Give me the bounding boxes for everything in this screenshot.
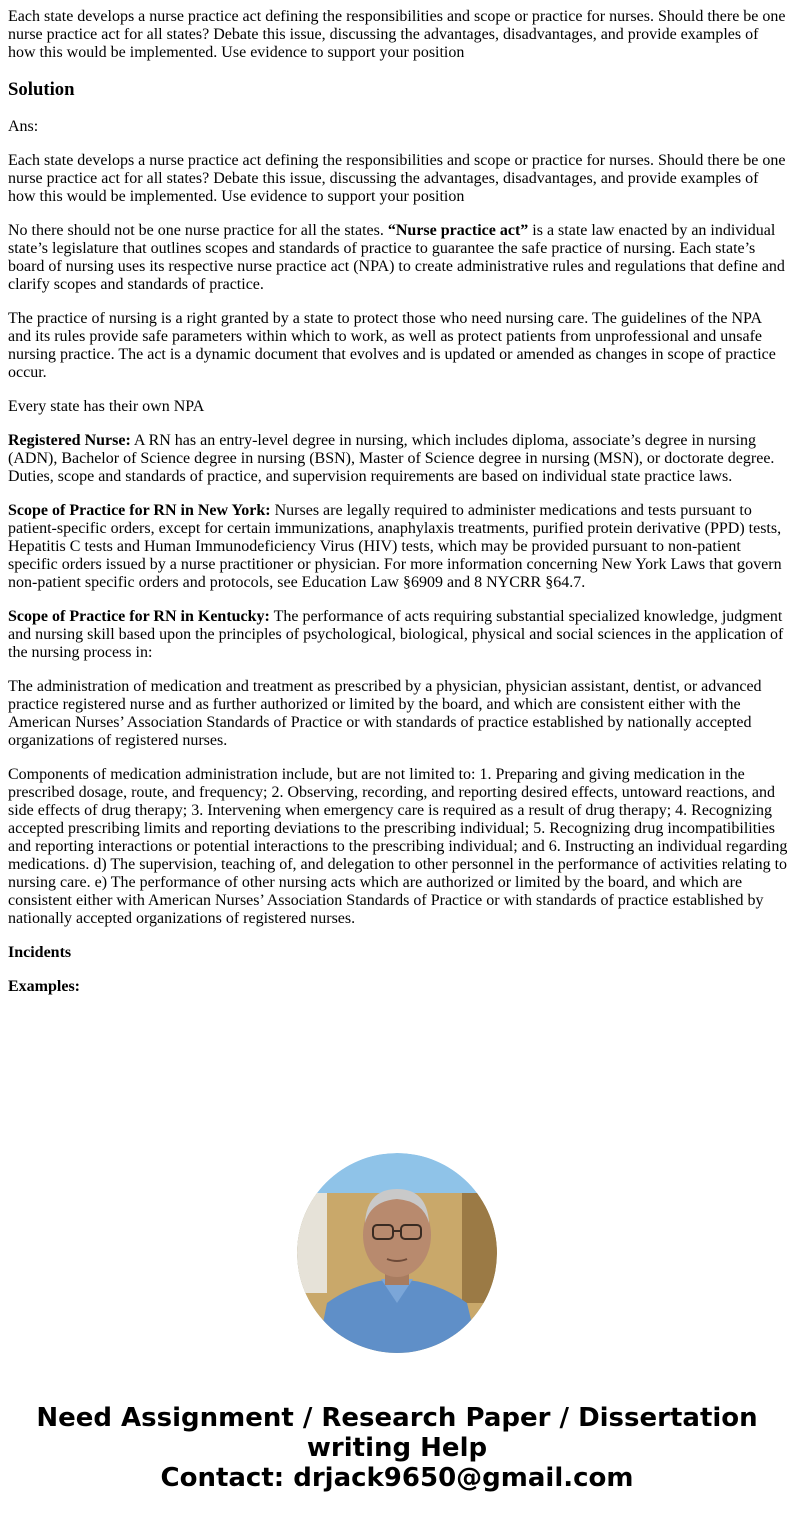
author-photo	[297, 1153, 497, 1353]
registered-nurse-label: Registered Nurse:	[8, 432, 131, 449]
incidents-label	[8, 944, 788, 962]
examples-label-text: Examples:	[8, 978, 80, 995]
administration-paragraph: The administration of medication and treatment as prescribed by a physician, physician assistant, dentist, or advanced practice registered nurse and as further authorized or limited by the board, and which are consistent either with the American Nurses’ Association Standards of Practice or with standards of practice established by nationally accepted organizations of registered nurses.	[8, 678, 762, 749]
scope-ky-paragraph	[8, 608, 788, 662]
npa-intro-paragraph	[8, 222, 788, 294]
incidents-label-text: Incidents	[8, 944, 72, 961]
footer-line-2: writing Help	[306, 1433, 488, 1463]
scope-ny-text: Nurses are legally required to administer medications and tests pursuant to patient-specific orders, except for certain immunizations, anaphylaxis treatments, purified protein derivative (PPD) tests, Hepatitis C tests and Human Immunodeficiency Virus (HIV) tests, which may be provided pursuant to non-patient specific orders issued by a nurse practitioner or physician. For more information concerning New York Laws that govern non-patient specific orders and protocols, see Education Law §6909 and 8 NYCRR §64.7.	[8, 502, 782, 591]
question-text: Each state develops a nurse practice act defining the responsibilities and scope or practice for nurses. Should there be one nurse practice act for all states? Debate this issue, discussing the advantages, disadvantages, and provide examples of how this would be implemented. Use evidence to support your position	[8, 8, 786, 61]
footer-contact: Contact: drjack9650@gmail.com	[160, 1463, 634, 1493]
every-state-text: Every state has their own NPA	[8, 398, 205, 415]
registered-nurse-text: A RN has an entry-level degree in nursing, which includes diploma, associate’s degree in nursing (ADN), Bachelor of Science degree in nursing (BSN), Master of Science degree in nursing (MSN), or doctorate degree. Duties, scope and standards of practice, and supervision requirements are based on individual state practice laws.	[8, 432, 775, 485]
components-paragraph: Components of medication administration include, but are not limited to: 1. Preparing and giving medication in the prescribed dosage, route, and frequency; 2. Observing, recording, and reporting desired effects, untoward reactions, and side effects of drug therapy; 3. Intervening when emergency care is required as a result of drug therapy; 4. Recognizing accepted prescribing limits and reporting deviations to the prescribing individual; 5. Recognizing drug incompatibilities and reporting interactions or potential interactions to the prescribing individual; and 6. Instructing an individual regarding medications. d) The supervision, teaching of, and delegation to other personnel in the performance of activities relating to nursing care. e) The performance of other nursing acts which are authorized or limited by the board, and which are consistent either with American Nurses’ Association Standards of Practice or with standards of practice established by nationally accepted organizations of registered nurses.	[8, 766, 788, 927]
scope-ky-label: Scope of Practice for RN in Kentucky:	[8, 608, 270, 625]
npa-intro-rest: is a state law enacted by an individual state’s legislature that outlines scopes and standards of practice to guarantee the safe practice of nursing. Each state’s board of nursing uses its respective nurse practice act (NPA) to create administrative rules and regulations that define and clarify scopes and standards of practice.	[8, 222, 785, 293]
examples-label	[8, 978, 788, 996]
footer-line-1: Need Assignment / Research Paper / Dissertation	[36, 1403, 758, 1433]
registered-nurse-paragraph	[8, 432, 788, 486]
practice-paragraph: The practice of nursing is a right granted by a state to protect those who need nursing care. The guidelines of the NPA and its rules provide safe parameters within which to work, as well as protect patients from unprofessional and unsafe nursing practice. The act is a dynamic document that evolves and is updated or amended as changes in scope of practice occur.	[8, 310, 776, 381]
ans-label: Ans:	[8, 118, 39, 135]
question-repeat: Each state develops a nurse practice act defining the responsibilities and scope or practice for nurses. Should there be one nurse practice act for all states? Debate this issue, discussing the advantages, disadvantages, and provide examples of how this would be implemented. Use evidence to support your position	[8, 152, 786, 205]
footer-banner	[0, 1403, 794, 1493]
npa-term: “Nurse practice act”	[387, 222, 529, 239]
document-body	[8, 8, 788, 1012]
author-avatar	[297, 1153, 497, 1353]
solution-heading: Solution	[8, 79, 75, 100]
photo-pillar	[462, 1193, 497, 1303]
photo-door	[297, 1193, 327, 1293]
scope-ny-label: Scope of Practice for RN in New York:	[8, 502, 271, 519]
npa-intro-lead: No there should not be one nurse practice for all the states.	[8, 222, 388, 239]
scope-ny-paragraph	[8, 502, 788, 592]
scope-ky-text: The performance of acts requiring substantial specialized knowledge, judgment and nursing skill based upon the principles of psychological, biological, physical and social sciences in the application of the nursing process in:	[8, 608, 784, 661]
